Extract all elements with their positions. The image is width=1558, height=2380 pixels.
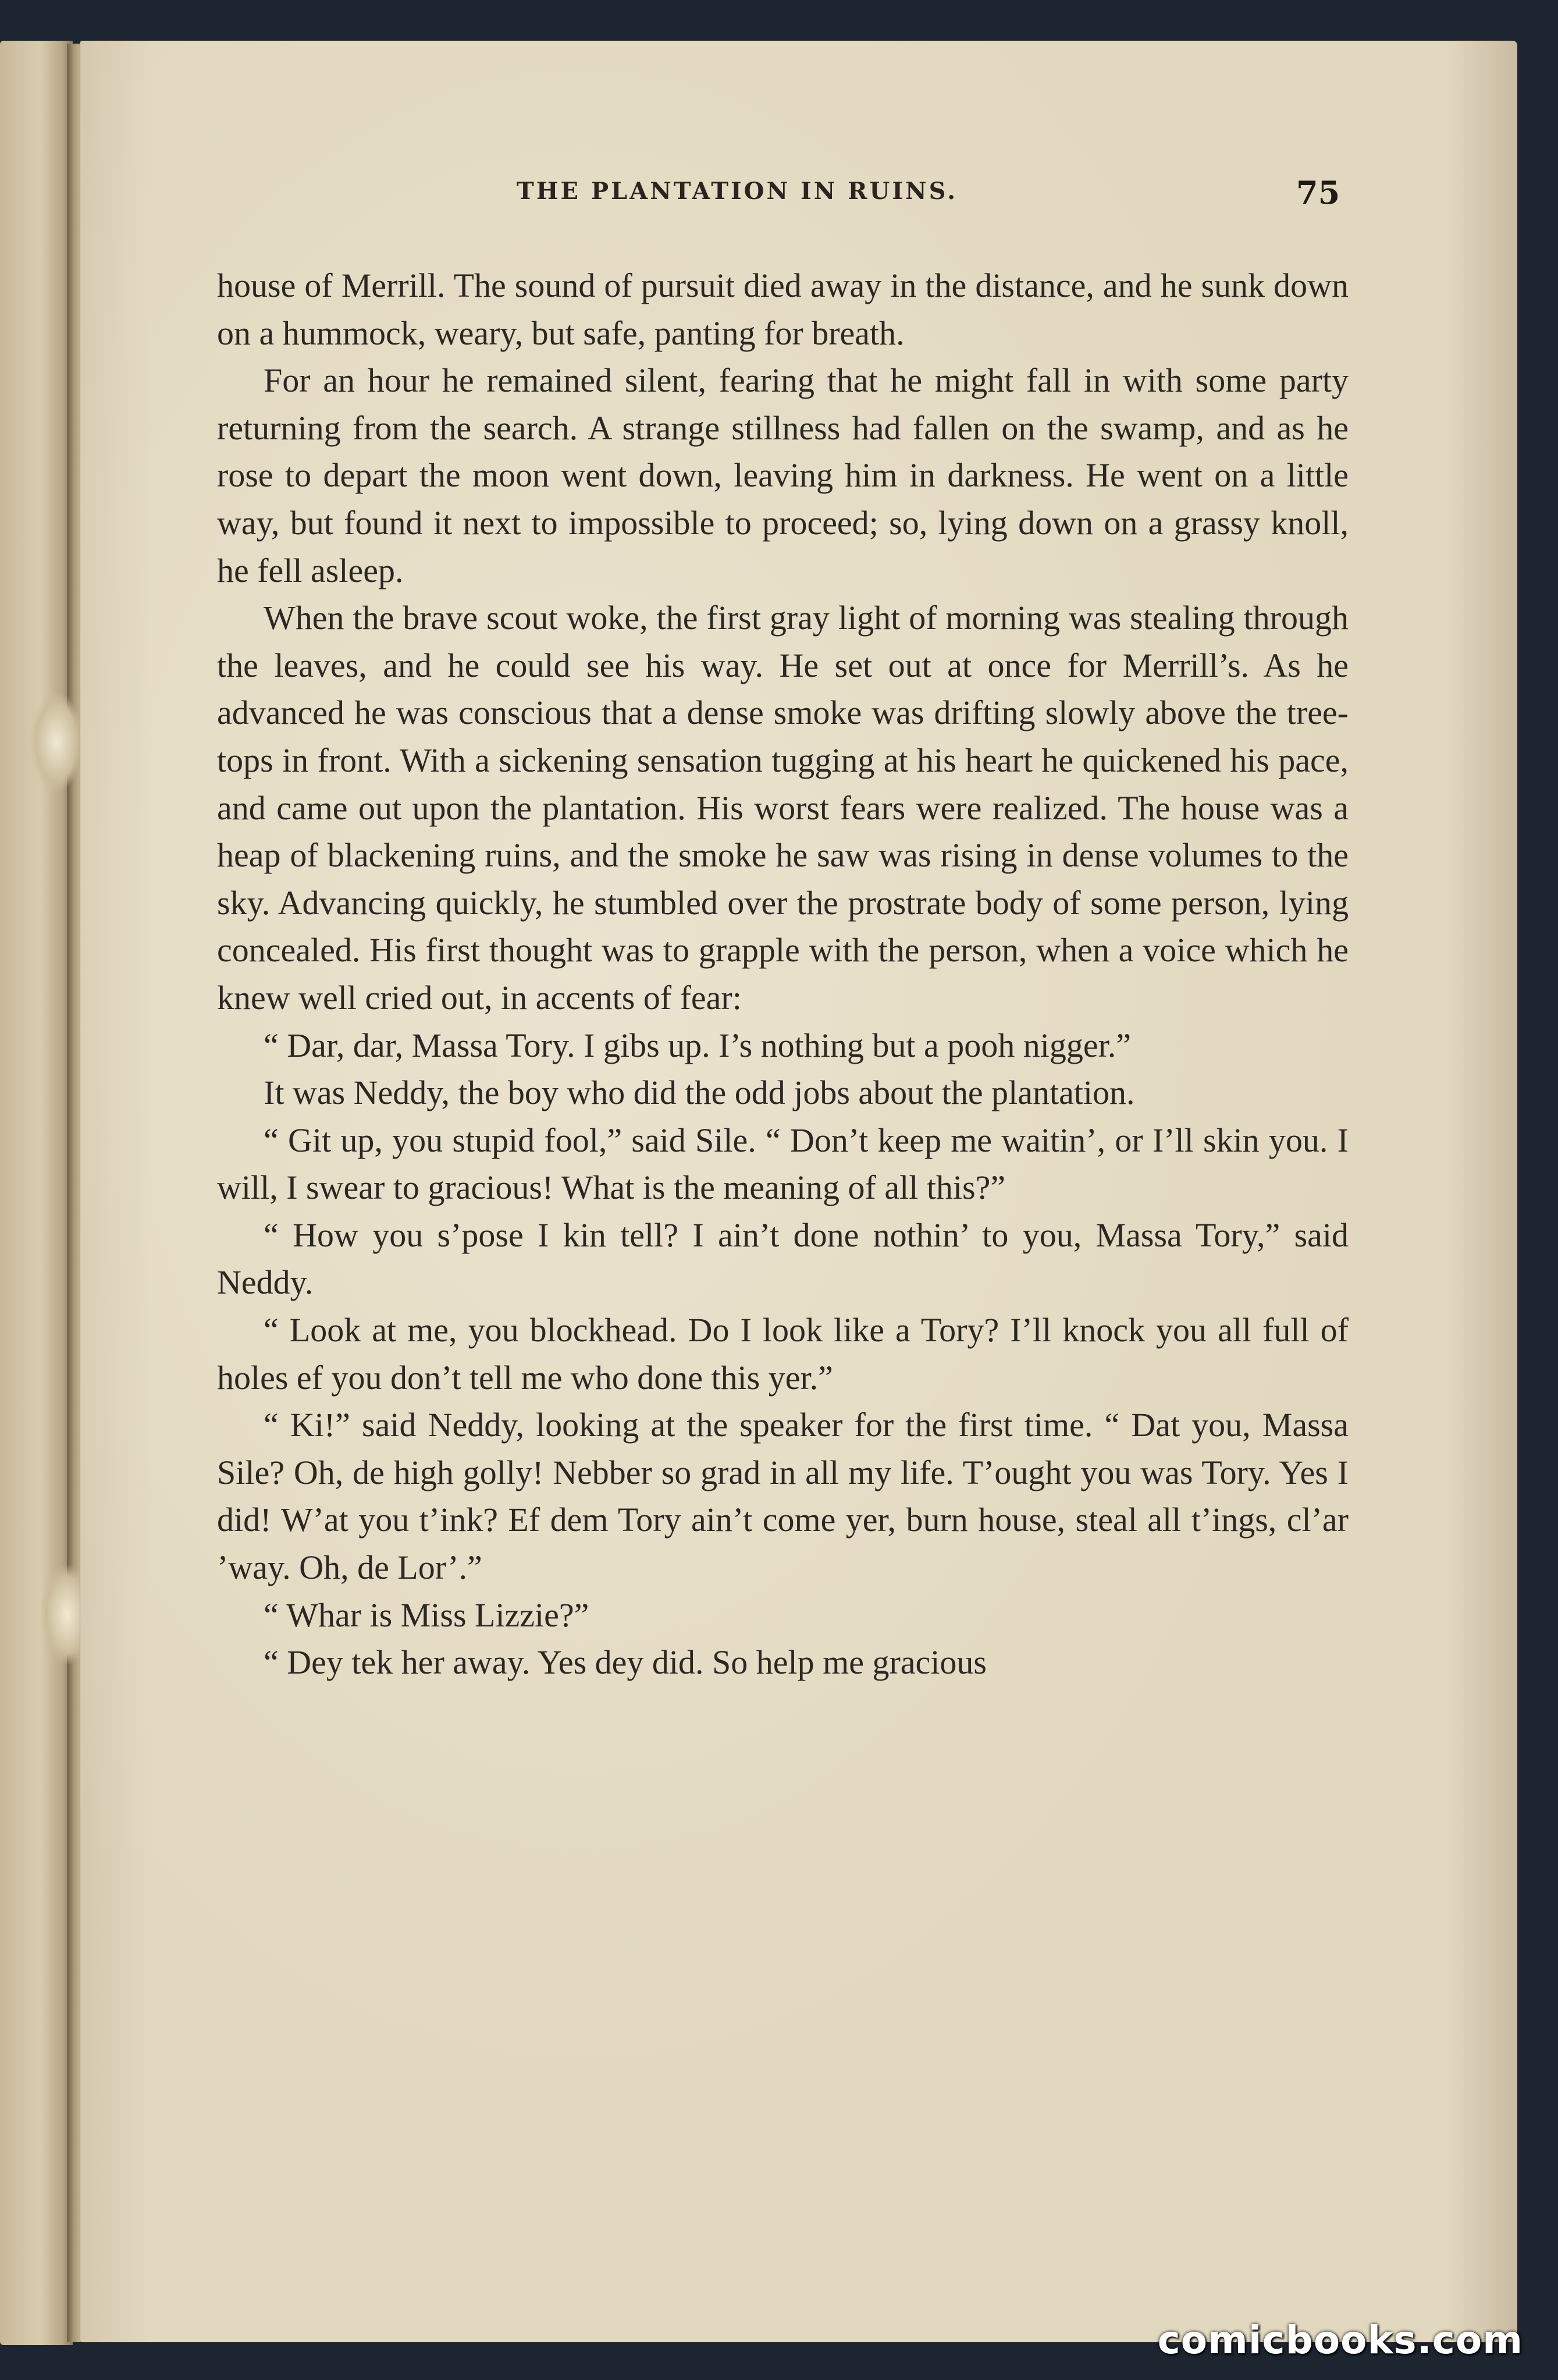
running-head-title: THE PLANTATION IN RUINS. [517,177,958,205]
page-number: 75 [1296,174,1340,211]
paragraph: house of Merrill. The sound of pursuit died away in the distance, and he sunk down on a hummock, weary, but safe, panting for breath. [217,267,1349,352]
running-head [80,174,1517,212]
left-page-edge [0,41,73,2345]
paragraph: It was Neddy, the boy who did the odd jobs about the plantation. [264,1074,1135,1112]
paragraph: “ Dey tek her away. Yes dey did. So help me gracious [264,1643,987,1682]
watermark: comicbooks.com [1157,2318,1523,2363]
paragraph: For an hour he remained silent, fearing that he might fall in with some party returning from the search. A strange stillness had fallen on the swamp, and as he rose to depart the moon went down, leaving him in darkness. He went on a little way, but found it next to impossible to proceed; so, lying down on a grassy knoll, he fell asleep. [217,361,1349,589]
paragraph: “ Whar is Miss Lizzie?” [264,1596,589,1634]
paragraph: “ How you s’pose I kin tell? I ain’t done nothin’ to you, Massa Tory,” said Neddy. [217,1216,1349,1302]
binding-tear-upper [30,692,83,791]
paragraph: “ Dar, dar, Massa Tory. I gibs up. I’s nothing but a pooh nigger.” [264,1026,1131,1064]
paragraph: “ Git up, you stupid fool,” said Sile. “ Don’t keep me waitin’, or I’ll skin you. I will, I swear to gracious! What is the meaning of all this?” [217,1121,1349,1207]
body-text [217,262,1349,1686]
paragraph: “ Look at me, you blockhead. Do I look like a Tory? I’ll knock you all full of holes ef you don’t tell me who done this yer.” [217,1311,1349,1397]
book-page [80,41,1517,2342]
paragraph: When the brave scout woke, the first gray light of morning was stealing through the leaves, and he could see his way. He set out at once for Merrill’s. As he advanced he was conscious that a dense smoke was drifting slowly above the tree-tops in front. With a sickening sensation tugging at his heart he quickened his pace, and came out upon the plantation. His worst fears were realized. The house was a heap of blackening ruins, and the smoke he saw was rising in dense volumes to the sky. Advancing quickly, he stumbled over the prostrate body of some person, lying concealed. His first thought was to grapple with the person, when a voice which he knew well cried out, in accents of fear: [217,599,1349,1017]
paragraph: “ Ki!” said Neddy, looking at the speaker for the first time. “ Dat you, Massa Sile? Oh, de high golly! Nebber so grad in all my life. T’ought you was Tory. Yes I did! W’at you t’ink? Ef dem Tory ain’t come yer, burn house, steal all t’ings, cl’ar ’way. Oh, de Lor’.” [217,1406,1349,1587]
